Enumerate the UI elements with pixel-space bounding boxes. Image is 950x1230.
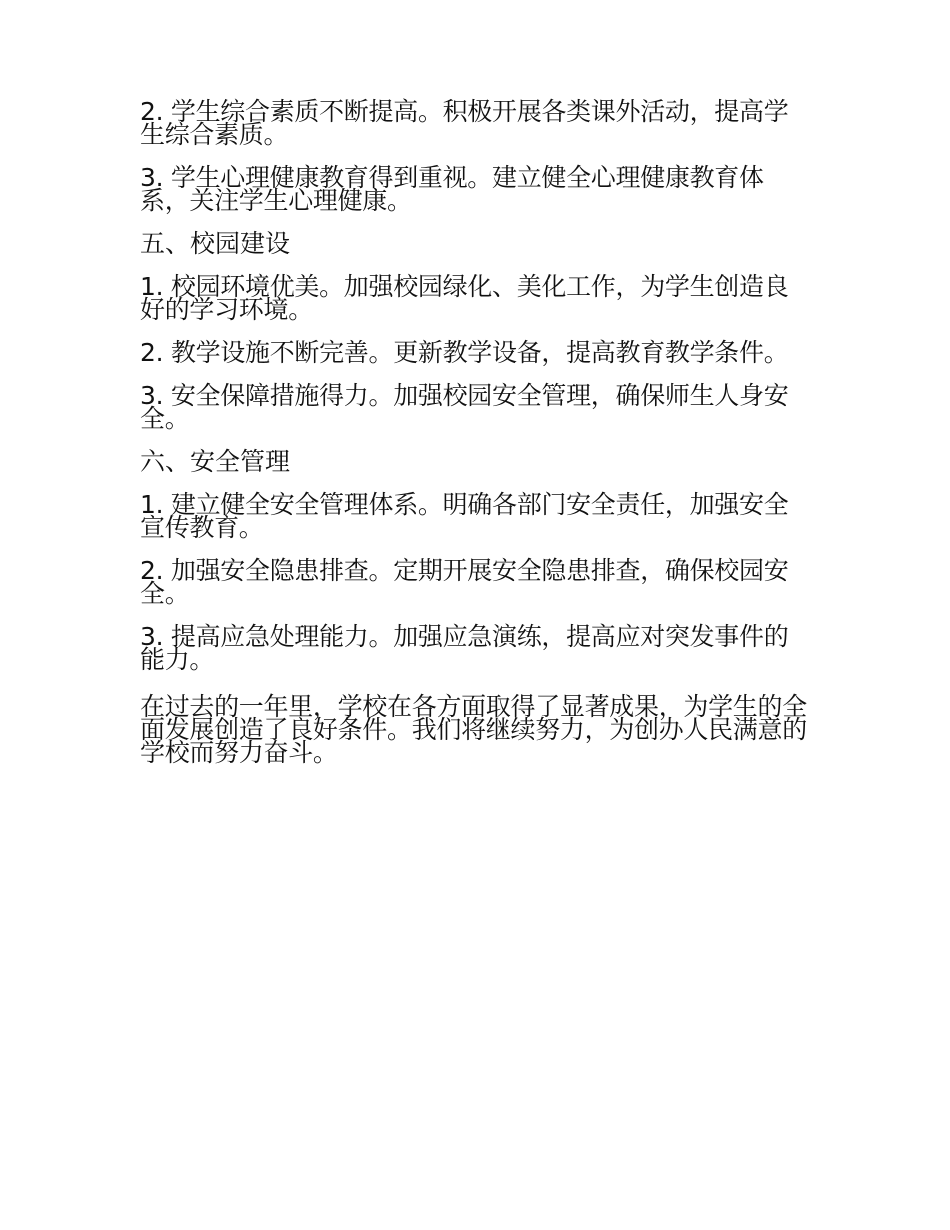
closing-paragraph: 在过去的一年里，学校在各方面取得了显著成果，为学生的全面发展创造了良好条件。我们将继续努力，为创办人民满意的学校而努力奋斗。 bbox=[140, 692, 807, 767]
list-item-safety-system: 1. 建立健全安全管理体系。明确各部门安全责任，加强安全宣传教育。 bbox=[140, 490, 789, 542]
list-item-safety-measures: 3. 安全保障措施得力。加强校园安全管理，确保师生人身安全。 bbox=[140, 381, 789, 433]
list-item-emergency: 3. 提高应急处理能力。加强应急演练，提高应对突发事件的能力。 bbox=[140, 622, 789, 674]
list-item-quality: 2. 学生综合素质不断提高。积极开展各类课外活动，提高学生综合素质。 bbox=[140, 97, 789, 149]
list-item-environment: 1. 校园环境优美。加强校园绿化、美化工作，为学生创造良好的学习环境。 bbox=[140, 272, 789, 324]
list-item-hazard-check: 2. 加强安全隐患排查。定期开展安全隐患排查，确保校园安全。 bbox=[140, 556, 789, 608]
list-item-facilities: 2. 教学设施不断完善。更新教学设备，提高教育教学条件。 bbox=[140, 338, 789, 367]
section-heading-safety: 六、安全管理 bbox=[140, 447, 291, 476]
list-item-mental-health: 3. 学生心理健康教育得到重视。建立健全心理健康教育体系，关注学生心理健康。 bbox=[140, 163, 764, 215]
section-heading-campus: 五、校园建设 bbox=[140, 229, 291, 258]
document-page bbox=[140, 97, 820, 784]
